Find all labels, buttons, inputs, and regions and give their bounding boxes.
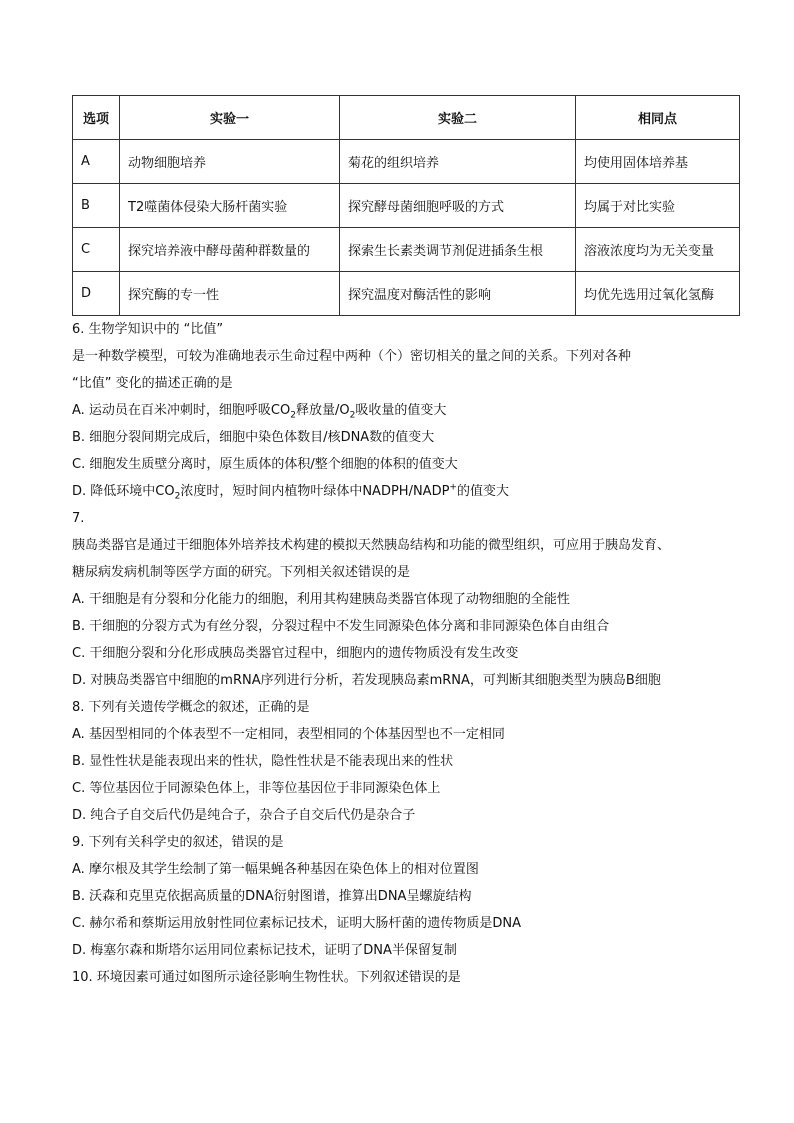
q8-option-d: D. 纯合子自交后代仍是纯合子，杂合子自交后代仍是杂合子 <box>72 808 416 823</box>
header-experiment-one: 实验一 <box>120 96 340 140</box>
q6-option-c: C. 细胞发生质壁分离时，原生质体的体积/整个细胞的体积的值变大 <box>72 457 458 472</box>
q7-option-a: A. 干细胞是有分裂和分化能力的细胞，利用其构建胰岛类器官体现了动物细胞的全能性 <box>72 592 570 607</box>
header-similarity: 相同点 <box>576 96 740 140</box>
table-row <box>73 272 740 316</box>
table-cell: 均优先选用过氧化氢酶 <box>576 272 740 316</box>
q7-stem-line-2: 糖尿病发病机制等医学方面的研究。下列相关叙述错误的是 <box>72 565 411 580</box>
q9-option-b: B. 沃森和克里克依据高质量的DNA衍射图谱，推算出DNA呈螺旋结构 <box>72 889 472 904</box>
table-cell: C <box>73 228 120 272</box>
table-header-row <box>73 96 740 140</box>
q9-option-d: D. 梅塞尔森和斯塔尔运用同位素标记技术，证明了DNA半保留复制 <box>72 943 457 958</box>
table-cell: 均属于对比实验 <box>576 184 740 228</box>
q8-option-c: C. 等位基因位于同源染色体上，非等位基因位于非同源染色体上 <box>72 781 441 796</box>
table-row <box>73 228 740 272</box>
q9-stem: 9. 下列有关科学史的叙述，错误的是 <box>72 835 284 850</box>
table-cell: T2噬菌体侵染大肠杆菌实验 <box>120 184 340 228</box>
q6-stem-line-2: 是一种数学模型，可较为准确地表示生命过程中两种（个）密切相关的量之间的关系。下列对各种 <box>72 349 632 364</box>
table-cell: A <box>73 140 120 184</box>
q6-option-b: B. 细胞分裂间期完成后，细胞中染色体数目/核DNA数的值变大 <box>72 430 435 445</box>
table-row <box>73 184 740 228</box>
table-cell: 均使用固体培养基 <box>576 140 740 184</box>
table-cell: 探索生长素类调节剂促进插条生根 <box>340 228 576 272</box>
q6-stem-line-1: 6. 生物学知识中的 “比值” <box>72 322 224 337</box>
q7-option-d: D. 对胰岛类器官中细胞的mRNA序列进行分析，若发现胰岛素mRNA，可判断其细胞类型为胰岛B细胞 <box>72 673 661 688</box>
q7-number: 7. <box>72 511 85 526</box>
q6-stem-line-3: “比值” 变化的描述正确的是 <box>72 376 233 391</box>
q10-stem: 10. 环境因素可通过如图所示途径影响生物性状。下列叙述错误的是 <box>72 970 461 985</box>
table-cell: 探究酶的专一性 <box>120 272 340 316</box>
header-option: 选项 <box>73 96 120 140</box>
q7-stem-line-1: 胰岛类器官是通过干细胞体外培养技术构建的模拟天然胰岛结构和功能的微型组织，可应用于胰岛发育、 <box>72 538 671 553</box>
table-cell: 探究温度对酶活性的影响 <box>340 272 576 316</box>
q6-option-d: D. 降低环境中$CO_2$浓度时，短时间内植物叶绿体中NADPH/NADP+的值变大 <box>72 482 509 502</box>
q7-option-c: C. 干细胞分裂和分化形成胰岛类器官过程中，细胞内的遗传物质没有发生改变 <box>72 646 519 661</box>
header-experiment-two: 实验二 <box>340 96 576 140</box>
q8-stem: 8. 下列有关遗传学概念的叙述，正确的是 <box>72 700 310 715</box>
q9-option-a: A. 摩尔根及其学生绘制了第一幅果蝇各种基因在染色体上的相对位置图 <box>72 862 479 877</box>
table-cell: 探究培养液中酵母菌种群数量的 <box>120 228 340 272</box>
table-cell: 溶液浓度均为无关变量 <box>576 228 740 272</box>
q6-option-a: A. 运动员在百米冲刺时，细胞呼吸$CO_2$释放量$/O_2$吸收量的值变大 <box>72 403 447 421</box>
q7-option-b: B. 干细胞的分裂方式为有丝分裂，分裂过程中不发生同源染色体分离和非同源染色体自由组合 <box>72 619 610 634</box>
question-text <box>72 316 752 991</box>
table-cell: B <box>73 184 120 228</box>
q8-option-a: A. 基因型相同的个体表型不一定相同，表型相同的个体基因型也不一定相同 <box>72 727 505 742</box>
q9-option-c: C. 赫尔希和蔡斯运用放射性同位素标记技术，证明大肠杆菌的遗传物质是DNA <box>72 916 521 931</box>
table-row <box>73 140 740 184</box>
q8-option-b: B. 显性性状是能表现出来的性状，隐性性状是不能表现出来的性状 <box>72 754 454 769</box>
table-cell: 菊花的组织培养 <box>340 140 576 184</box>
options-table <box>72 95 740 316</box>
table-cell: D <box>73 272 120 316</box>
table-cell: 探究酵母菌细胞呼吸的方式 <box>340 184 576 228</box>
table-cell: 动物细胞培养 <box>120 140 340 184</box>
